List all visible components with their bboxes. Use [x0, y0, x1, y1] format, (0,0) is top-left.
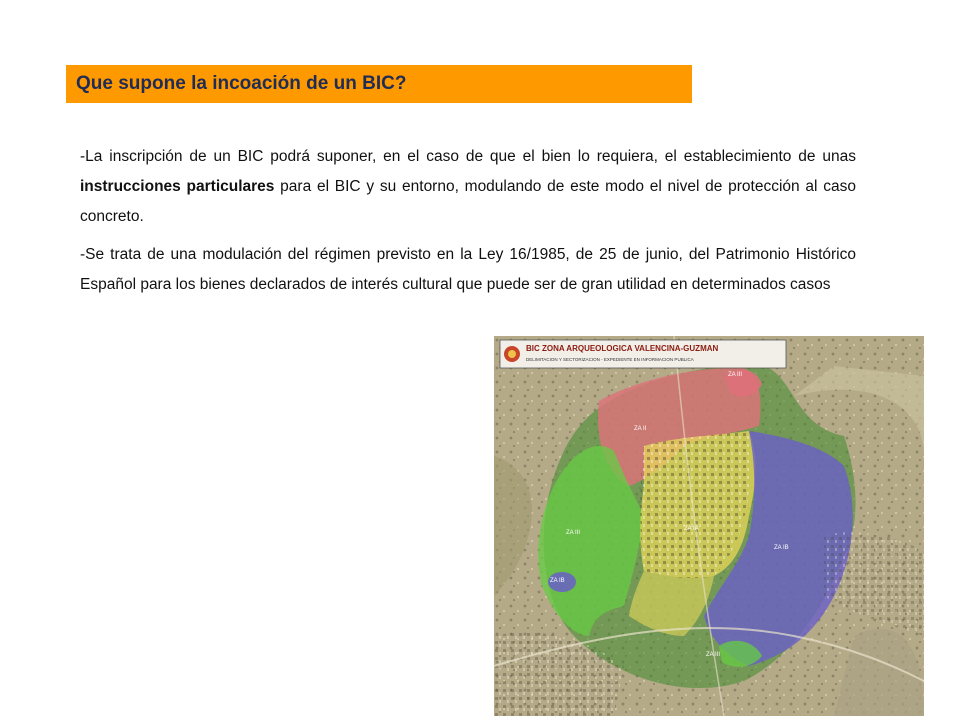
map-header-subtitle: DELIMITACION Y SECTORIZACION - EXPEDIENTE EN INFORMACION PUBLICA: [526, 357, 694, 362]
paragraph-1-text-a: -La inscripción de un BIC podrá suponer, en el caso de que el bien lo requiera, el establecimiento de unas: [80, 148, 856, 165]
label-za-iii-left: ZA III: [566, 530, 581, 536]
map-image: [494, 336, 924, 716]
label-za-ib-small: ZA IB: [550, 578, 565, 584]
label-za-iii-top: ZA III: [728, 372, 743, 378]
label-za-ia: ZA IA: [684, 526, 699, 532]
slide-title-bar: [66, 65, 692, 103]
bic-zone-map: [494, 336, 924, 716]
slide-title: Que supone la incoación de un BIC?: [76, 73, 407, 94]
slide-body: [80, 142, 856, 308]
label-za-ib: ZA IB: [774, 545, 789, 551]
paragraph-1-text-b: para el BIC y su entorno, modulando de este modo el nivel de protección al caso concreto.: [80, 178, 856, 225]
paragraph-1: [80, 142, 856, 232]
map-header-title: BIC ZONA ARQUEOLOGICA VALENCINA-GUZMAN: [526, 344, 719, 353]
paragraph-2: -Se trata de una modulación del régimen previsto en la Ley 16/1985, de 25 de junio, del Patrimonio Histórico Español para los bienes declarados de interés cultural que puede ser de gran utilidad en determinados casos: [80, 246, 856, 293]
seal-icon-center: [508, 350, 516, 358]
label-za-iii-bottom: ZA III: [706, 652, 721, 658]
paragraph-1-bold: instrucciones particulares: [80, 178, 275, 195]
label-za-ii: ZA II: [634, 426, 647, 432]
